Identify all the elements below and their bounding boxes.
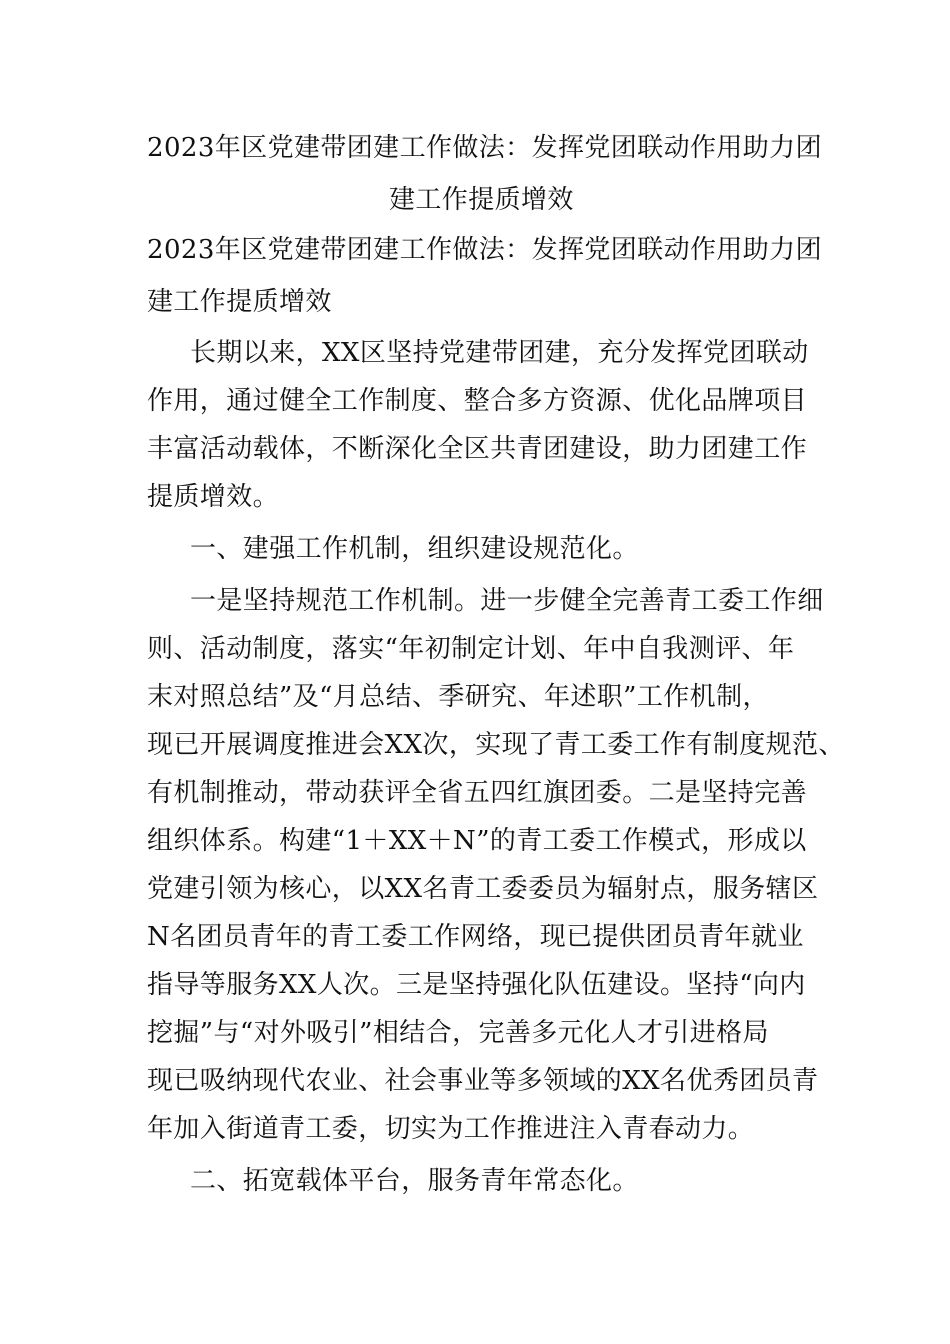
subtitle-line-1: 2023年区党建带团建工作做法：发挥党团联动作用助力团 bbox=[147, 235, 822, 265]
section-heading: 一、建强工作机制，组织建设规范化。 bbox=[190, 534, 639, 564]
paragraph-line: 党建引领为核心，以XX名青工委委员为辐射点，服务辖区 bbox=[147, 874, 819, 904]
paragraph-line: 有机制推动，带动获评全省五四红旗团委。二是坚持完善 bbox=[147, 778, 808, 808]
paragraph-line: 则、活动制度，落实“年初制定计划、年中自我测评、年 bbox=[147, 634, 795, 664]
section-heading: 二、拓宽载体平台，服务青年常态化。 bbox=[190, 1166, 639, 1196]
paragraph-line: 丰富活动载体，不断深化全区共青团建设，助力团建工作 bbox=[147, 434, 808, 464]
paragraph-line: N名团员青年的青工委工作网络，现已提供团员青年就业 bbox=[147, 922, 804, 952]
paragraph-line: 挖掘”与“对外吸引”相结合，完善多元化人才引进格局 bbox=[147, 1018, 769, 1048]
paragraph-line: 年加入街道青工委，切实为工作推进注入青春动力。 bbox=[147, 1114, 755, 1144]
paragraph-line: 长期以来，XX区坚持党建带团建，充分发挥党团联动 bbox=[190, 338, 809, 368]
paragraph-line: 指导等服务XX人次。三是坚持强化队伍建设。坚持“向内 bbox=[147, 970, 806, 1000]
subtitle-line-2: 建工作提质增效 bbox=[147, 287, 332, 317]
title-line-1: 2023年区党建带团建工作做法：发挥党团联动作用助力团 bbox=[147, 133, 822, 163]
paragraph-line: 现已吸纳现代农业、社会事业等多领域的XX名优秀团员青 bbox=[147, 1066, 819, 1096]
paragraph-line: 作用，通过健全工作制度、整合多方资源、优化品牌项目 bbox=[147, 386, 808, 416]
paragraph-line: 现已开展调度推进会XX次，实现了青工委工作有制度规范、 bbox=[147, 730, 845, 760]
paragraph-line: 组织体系。构建“1＋XX＋N”的青工委工作模式，形成以 bbox=[147, 826, 807, 856]
title-line-2: 建工作提质增效 bbox=[389, 185, 574, 215]
paragraph-line: 提质增效。 bbox=[147, 482, 280, 512]
paragraph-line: 末对照总结”及“月总结、季研究、年述职”工作机制， bbox=[147, 682, 769, 712]
paragraph-line: 一是坚持规范工作机制。进一步健全完善青工委工作细 bbox=[190, 586, 824, 616]
